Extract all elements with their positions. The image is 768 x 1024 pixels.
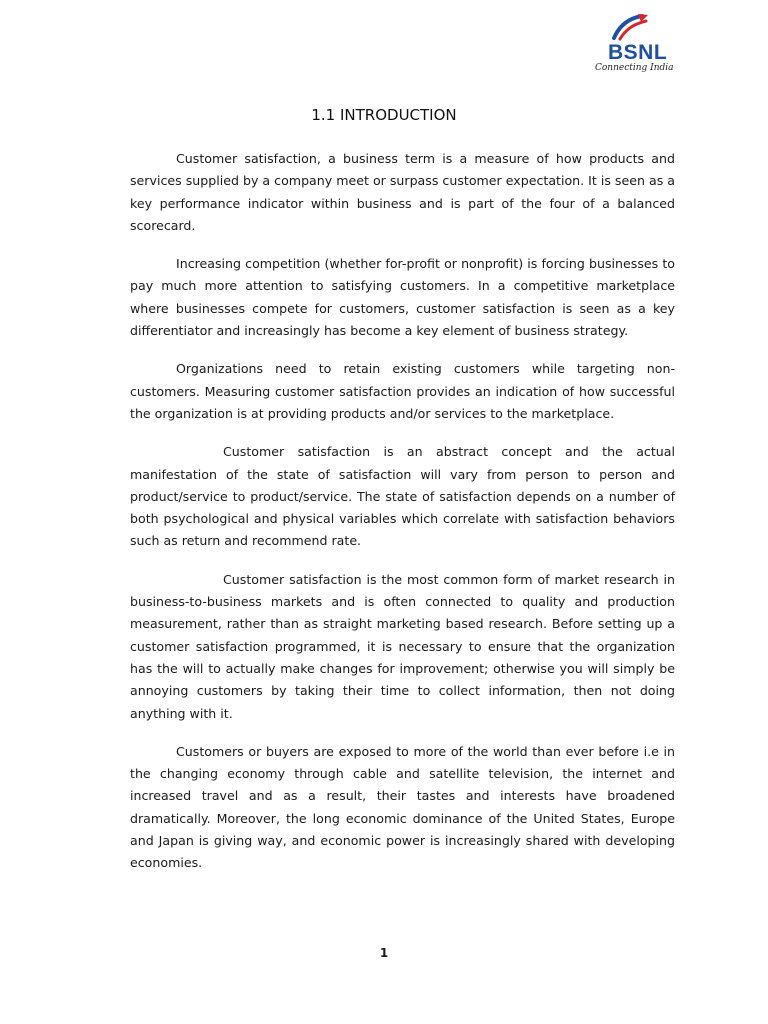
paragraph-1: Customer satisfaction, a business term is a measure of how products and services supplied by a company meet or surpass customer expectation. It is seen as a key performance indicator within business and is part of the four of a balanced scorecard. xyxy=(130,151,675,233)
logo-tagline: Connecting India xyxy=(595,63,674,73)
paragraph-3: Organizations need to retain existing customers while targeting non-customers. Measuring customer satisfaction provides an indication of how successful the organization is at providing products and/or services to the marketplace. xyxy=(130,361,675,421)
page-number: 1 xyxy=(379,946,389,960)
paragraph-6: Customers or buyers are exposed to more of the world than ever before i.e in the changing economy through cable and satellite television, the internet and increased travel and as a result, their tastes and interests have broadened dramatically. Moreover, the long economic dominance of the United States, Europe and Japan is giving way, and economic power is increasingly shared with developing economies. xyxy=(130,743,675,871)
paragraph-5: Customer satisfaction is the most common form of market research in business-to-business markets and is often connected to quality and production measurement, rather than as straight marketing based research. Before setting up a customer satisfaction programmed, it is necessary to ensure that the organization has the will to actually make changes for improvement; otherwise you will simply be annoying customers by taking their time to collect information, then not doing anything with it. xyxy=(130,571,675,721)
paragraph-2: Increasing competition (whether for-profit or nonprofit) is forcing businesses to pay much more attention to satisfying customers. In a competitive marketplace where businesses compete for customers, customer satisfaction is seen as a key differentiator and increasingly has become a key element of business strategy. xyxy=(130,256,675,339)
document-body xyxy=(130,148,675,891)
bsnl-swirl-icon xyxy=(608,12,658,42)
section-title: 1.1 INTRODUCTION xyxy=(311,106,457,124)
bsnl-logo xyxy=(590,12,680,78)
paragraph-4: Customer satisfaction is an abstract concept and the actual manifestation of the state of satisfaction will vary from person to person and product/service to product/service. The state of satisfaction depends on a number of both psychological and physical variables which correlate with satisfaction behaviors such as return and recommend rate. xyxy=(130,444,675,549)
logo-wordmark: BSNL xyxy=(608,41,668,64)
